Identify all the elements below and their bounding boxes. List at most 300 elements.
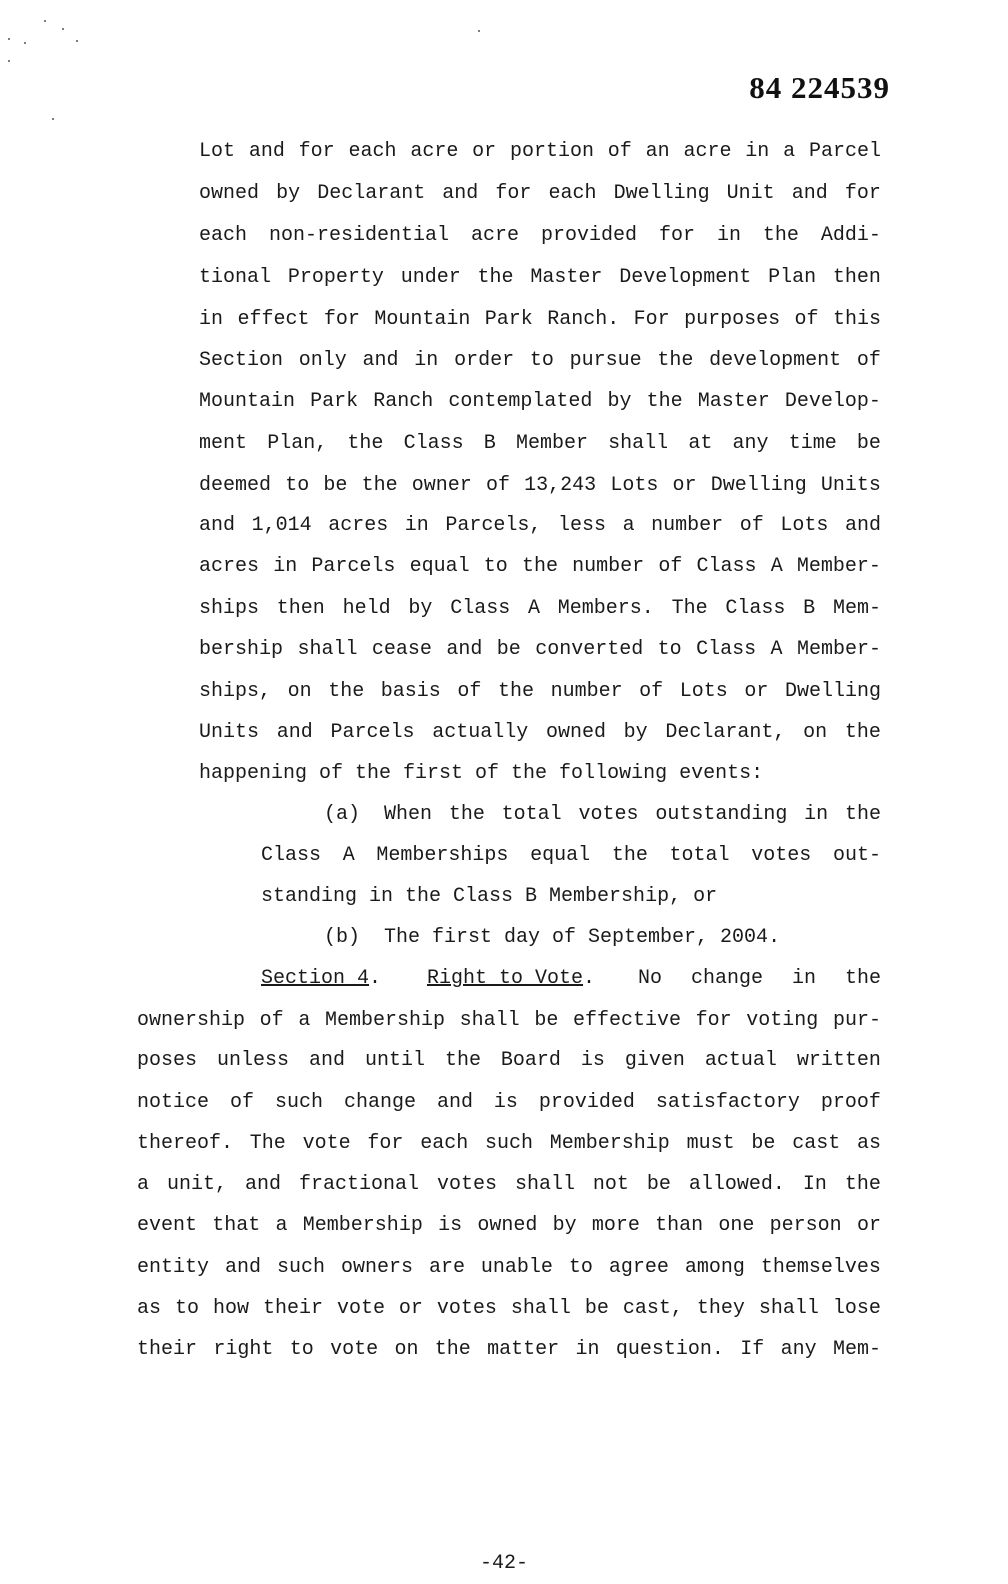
word: or	[472, 140, 497, 163]
word: purposes	[684, 308, 781, 331]
word: No	[638, 967, 663, 990]
word: person	[769, 1214, 842, 1237]
word: The	[249, 1132, 286, 1155]
word: or	[398, 1297, 423, 1320]
word: this	[832, 308, 881, 331]
word: bership	[199, 638, 284, 661]
word: shall	[297, 638, 358, 661]
word: to	[568, 1256, 593, 1279]
section-title-text: Right to Vote	[427, 967, 584, 990]
word: that	[212, 1214, 261, 1237]
word: and	[308, 1049, 345, 1072]
word: among	[684, 1256, 745, 1279]
word: votes	[578, 803, 639, 826]
word: is	[438, 1214, 463, 1237]
word: question.	[615, 1338, 724, 1361]
word: to	[483, 555, 508, 578]
word: unless	[216, 1049, 289, 1072]
word: of	[457, 680, 482, 703]
word: a	[622, 514, 635, 537]
word: of	[856, 349, 881, 372]
word: in	[273, 555, 298, 578]
word: must	[686, 1132, 735, 1155]
word: shall	[514, 1173, 575, 1196]
text-line	[199, 599, 881, 619]
word: of	[794, 308, 819, 331]
item-marker: (b)	[324, 926, 361, 949]
word: A	[770, 638, 783, 661]
word: their	[137, 1338, 198, 1361]
word: and	[248, 140, 285, 163]
page-number: -42-	[479, 1552, 528, 1575]
word: effective	[572, 1009, 681, 1032]
word: converted	[535, 638, 644, 661]
text-line	[638, 969, 881, 989]
word: than	[655, 1214, 704, 1237]
text-line	[199, 476, 881, 496]
word: The	[671, 597, 708, 620]
word: to	[174, 1297, 199, 1320]
word: portion	[509, 140, 594, 163]
word: Members.	[557, 597, 654, 620]
word: actually	[432, 721, 529, 744]
word: the	[444, 1049, 481, 1072]
word: ships	[199, 597, 260, 620]
word: proof	[820, 1091, 881, 1114]
word: Parcels,	[445, 514, 542, 537]
word: Development	[619, 266, 752, 289]
word: the	[844, 721, 881, 744]
scan-speck	[24, 42, 26, 44]
word: to	[529, 349, 554, 372]
word: be	[496, 638, 521, 661]
word: how	[212, 1297, 249, 1320]
word: development	[709, 349, 842, 372]
word: owners	[340, 1256, 413, 1279]
word: and	[199, 514, 236, 537]
word: as	[137, 1297, 162, 1320]
scan-speck	[44, 20, 46, 22]
word: Mem-	[832, 597, 881, 620]
word: any	[780, 1338, 817, 1361]
word: tional	[199, 266, 272, 289]
word: notice	[137, 1091, 210, 1114]
word: of	[639, 680, 664, 703]
word: such	[484, 1132, 533, 1155]
word: effect	[237, 308, 310, 331]
text-line	[199, 184, 881, 204]
word: in	[575, 1338, 600, 1361]
word: provided	[538, 1091, 635, 1114]
word: vote	[302, 1132, 351, 1155]
scan-speck	[478, 30, 480, 32]
word: not	[592, 1173, 629, 1196]
word: a	[298, 1009, 311, 1032]
scan-speck	[8, 38, 10, 40]
word: and	[276, 721, 313, 744]
word: cast	[792, 1132, 841, 1155]
word: Parcels	[330, 721, 415, 744]
word: by	[552, 1214, 577, 1237]
word: provided	[540, 224, 637, 247]
section-number: Section 4	[261, 967, 370, 990]
word: of	[229, 1091, 254, 1114]
word: Class	[450, 597, 511, 620]
word: to	[289, 1338, 314, 1361]
word: deemed	[199, 474, 272, 497]
word: an	[645, 140, 670, 163]
text-line	[137, 1011, 881, 1031]
word: owned	[545, 721, 606, 744]
word: Lot	[199, 140, 236, 163]
word: Class	[725, 597, 786, 620]
word: owned	[477, 1214, 538, 1237]
word: in	[791, 967, 816, 990]
word: shall	[758, 1297, 819, 1320]
scan-speck	[62, 28, 64, 30]
text-line	[199, 310, 881, 330]
word: a	[275, 1214, 288, 1237]
word: order	[454, 349, 515, 372]
word: Mountain	[199, 390, 296, 413]
word: actual	[704, 1049, 777, 1072]
text-line	[137, 1299, 881, 1319]
word: total	[669, 844, 730, 867]
word: Section	[199, 349, 284, 372]
word: the	[611, 844, 648, 867]
word: is	[580, 1049, 605, 1072]
word: by	[276, 182, 301, 205]
word: Membership	[549, 1132, 670, 1155]
word: Lots	[610, 474, 659, 497]
word: until	[364, 1049, 425, 1072]
word: Parcels	[311, 555, 396, 578]
word: change	[690, 967, 763, 990]
word: the	[844, 803, 881, 826]
word: votes	[751, 844, 812, 867]
word: of	[485, 474, 510, 497]
word: and	[844, 514, 881, 537]
text-line	[199, 392, 881, 412]
word: voting	[746, 1009, 819, 1032]
heading-period: .	[369, 967, 382, 990]
text-line	[199, 557, 881, 577]
word: the	[361, 474, 398, 497]
text-line	[199, 226, 881, 246]
word: ships,	[199, 680, 272, 703]
text-line	[199, 351, 881, 371]
word: Membership	[302, 1214, 423, 1237]
word: they	[696, 1297, 745, 1320]
word: Declarant,	[665, 721, 786, 744]
word: cast,	[622, 1297, 683, 1320]
text-line	[199, 640, 881, 660]
word: to	[285, 474, 310, 497]
text-line	[199, 434, 881, 454]
word: and	[244, 1173, 281, 1196]
word: non-residential	[268, 224, 450, 247]
word: When	[384, 803, 433, 826]
word: and	[446, 638, 483, 661]
word: in	[716, 224, 741, 247]
scan-speck	[52, 118, 54, 120]
word: and	[791, 182, 828, 205]
word: If	[740, 1338, 765, 1361]
word: in	[745, 140, 770, 163]
word: such	[274, 1091, 323, 1114]
word: then	[276, 597, 325, 620]
word: Class	[696, 638, 757, 661]
word: the	[347, 432, 384, 455]
word: 1,014	[251, 514, 312, 537]
word: the	[448, 803, 485, 826]
word: are	[428, 1256, 465, 1279]
word: acres	[328, 514, 389, 537]
word: ment	[199, 432, 248, 455]
word: matter	[487, 1338, 560, 1361]
word: Lots	[679, 680, 728, 703]
word: allowed.	[688, 1173, 785, 1196]
word: on	[803, 721, 828, 744]
word: pursue	[569, 349, 642, 372]
text-line	[137, 1258, 881, 1278]
word: in	[414, 349, 439, 372]
word: satisfactory	[655, 1091, 800, 1114]
text-line	[261, 846, 881, 866]
word: more	[591, 1214, 640, 1237]
text-line	[137, 1051, 881, 1071]
word: poses	[137, 1049, 198, 1072]
word: votes	[436, 1173, 497, 1196]
word: the	[762, 224, 799, 247]
word: be	[856, 432, 881, 455]
word: for	[495, 182, 532, 205]
word: their	[262, 1297, 323, 1320]
word: pur-	[832, 1009, 881, 1032]
word: B	[803, 597, 816, 620]
word: A	[527, 597, 540, 620]
word: less	[557, 514, 606, 537]
word: each	[420, 1132, 469, 1155]
word: shall	[608, 432, 669, 455]
word: be	[534, 1009, 559, 1032]
word: unit,	[166, 1173, 227, 1196]
word: Dwelling	[613, 182, 710, 205]
word: ownership	[137, 1009, 246, 1032]
item-marker: (a)	[324, 803, 361, 826]
word: be	[323, 474, 348, 497]
word: contemplated	[448, 390, 593, 413]
word: entity	[137, 1256, 210, 1279]
word: Class	[696, 555, 757, 578]
word: votes	[436, 1297, 497, 1320]
word: number	[651, 514, 724, 537]
word: by	[408, 597, 433, 620]
word: Mem-	[832, 1338, 881, 1361]
word: Property	[287, 266, 384, 289]
word: lose	[832, 1297, 881, 1320]
word: the	[844, 967, 881, 990]
word: acres	[199, 555, 260, 578]
word: unable	[480, 1256, 553, 1279]
word: or	[744, 680, 769, 703]
word: the	[497, 680, 534, 703]
word: for	[844, 182, 881, 205]
word: Board	[500, 1049, 561, 1072]
word: shall	[459, 1009, 520, 1032]
word: acre	[410, 140, 459, 163]
word: Plan,	[267, 432, 328, 455]
word: in	[199, 308, 224, 331]
word: acre	[470, 224, 519, 247]
word: Ranch.	[547, 308, 620, 331]
word: on	[287, 680, 312, 703]
word: number	[572, 555, 645, 578]
word: the	[477, 266, 514, 289]
word: Park	[484, 308, 533, 331]
word: be	[584, 1297, 609, 1320]
word: is	[493, 1091, 518, 1114]
word: on	[394, 1338, 419, 1361]
word: held	[342, 597, 391, 620]
word: Member-	[796, 638, 881, 661]
word: each	[199, 224, 248, 247]
text-line: standing in the Class B Membership, or	[261, 885, 718, 908]
word: or	[856, 1214, 881, 1237]
word: outstanding	[655, 803, 788, 826]
text-line	[384, 805, 881, 825]
text-line	[199, 268, 881, 288]
word: Membership	[324, 1009, 446, 1032]
section-heading	[261, 969, 381, 989]
word: in	[804, 803, 829, 826]
text-line: happening of the first of the following events:	[199, 762, 764, 785]
word: A	[342, 844, 355, 867]
word: B	[483, 432, 496, 455]
word: Parcel	[808, 140, 881, 163]
text-line	[199, 516, 881, 536]
word: a	[137, 1173, 150, 1196]
word: the	[646, 390, 683, 413]
word: Memberships	[376, 844, 509, 867]
word: vote	[330, 1338, 379, 1361]
word: Mountain	[374, 308, 471, 331]
text-line	[137, 1340, 881, 1360]
word: written	[796, 1049, 881, 1072]
word: given	[624, 1049, 685, 1072]
word: event	[137, 1214, 198, 1237]
text-line: The first day of September, 2004.	[384, 926, 781, 949]
word: a	[783, 140, 796, 163]
word: Declarant	[317, 182, 426, 205]
text-line	[137, 1175, 881, 1195]
word: Addi-	[820, 224, 881, 247]
word: basis	[380, 680, 441, 703]
word: of	[259, 1009, 284, 1032]
word: for	[367, 1132, 404, 1155]
word: the	[657, 349, 694, 372]
word: 13,243	[524, 474, 597, 497]
word: fractional	[298, 1173, 419, 1196]
word: A	[770, 555, 783, 578]
word: equal	[409, 555, 470, 578]
word: agree	[608, 1256, 669, 1279]
word: be	[646, 1173, 671, 1196]
word: Lots	[780, 514, 829, 537]
section-title	[427, 969, 595, 989]
word: Units	[820, 474, 881, 497]
word: vote	[336, 1297, 385, 1320]
word: and	[224, 1256, 261, 1279]
word: In	[802, 1173, 827, 1196]
word: in	[404, 514, 429, 537]
word: Develop-	[784, 390, 881, 413]
word: Member-	[796, 555, 881, 578]
word: Unit	[726, 182, 775, 205]
word: Dwelling	[784, 680, 881, 703]
word: such	[276, 1256, 325, 1279]
word: time	[788, 432, 837, 455]
word: owned	[199, 182, 260, 205]
word: Class	[403, 432, 464, 455]
word: the	[844, 1173, 881, 1196]
word: Master	[697, 390, 770, 413]
word: the	[434, 1338, 471, 1361]
text-line	[199, 723, 881, 743]
word: out-	[832, 844, 881, 867]
word: the	[521, 555, 558, 578]
word: one	[718, 1214, 755, 1237]
word: Dwelling	[710, 474, 807, 497]
document-number: 84 224539	[749, 70, 890, 105]
word: only	[298, 349, 347, 372]
word: any	[732, 432, 769, 455]
word: acre	[683, 140, 732, 163]
word: change	[343, 1091, 416, 1114]
word: themselves	[760, 1256, 881, 1279]
word: Member	[515, 432, 588, 455]
text-line	[199, 682, 881, 702]
word: thereof.	[137, 1132, 234, 1155]
word: of	[658, 555, 683, 578]
scan-speck	[76, 40, 78, 42]
text-line	[137, 1216, 881, 1236]
word: of	[739, 514, 764, 537]
word: owner	[411, 474, 472, 497]
word: each	[348, 140, 397, 163]
word: the	[328, 680, 365, 703]
word: each	[548, 182, 597, 205]
text-line	[199, 142, 881, 162]
word: Units	[199, 721, 260, 744]
word: Master	[530, 266, 603, 289]
word: cease	[371, 638, 432, 661]
word: be	[751, 1132, 776, 1155]
word: For	[633, 308, 670, 331]
word: for	[323, 308, 360, 331]
word: shall	[510, 1297, 571, 1320]
scan-speck	[8, 60, 10, 62]
text-line	[137, 1134, 881, 1154]
word: number	[550, 680, 623, 703]
word: of	[607, 140, 632, 163]
word: by	[623, 721, 648, 744]
word: under	[400, 266, 461, 289]
word: Plan	[768, 266, 817, 289]
word: then	[832, 266, 881, 289]
word: and	[442, 182, 479, 205]
word: Class	[261, 844, 322, 867]
